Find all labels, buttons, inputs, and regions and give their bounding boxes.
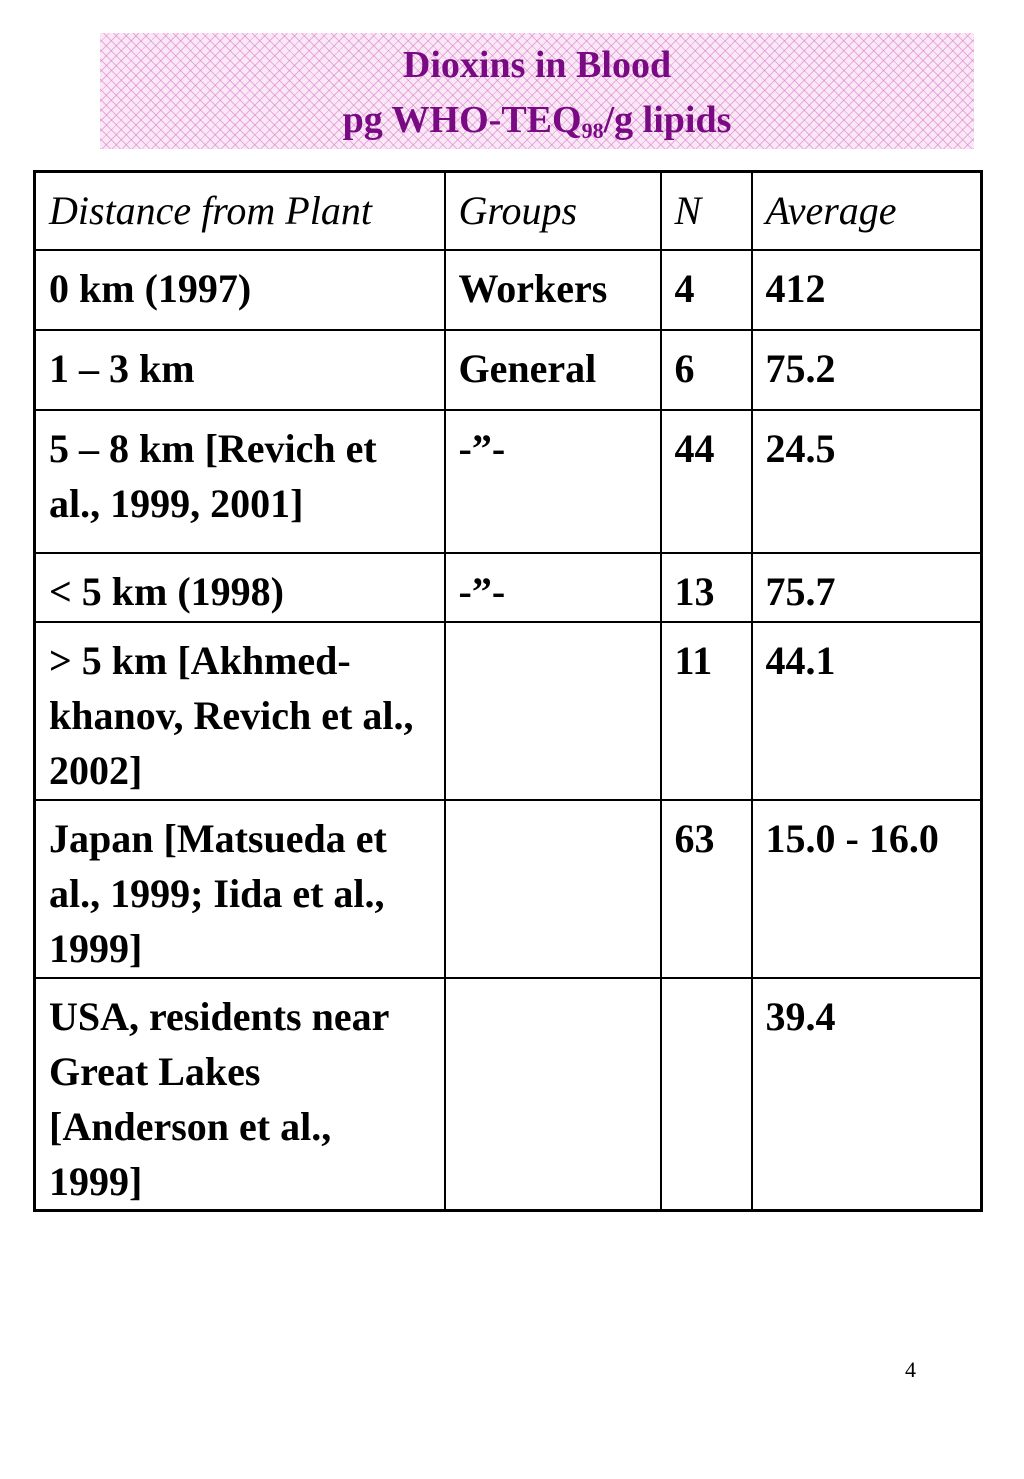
cell-n: 11 bbox=[661, 622, 752, 800]
title-unit-suffix: /g lipids bbox=[603, 99, 732, 141]
table-header-row bbox=[35, 172, 982, 251]
cell-group bbox=[445, 622, 661, 800]
table-row bbox=[35, 553, 982, 622]
header-distance: Distance from Plant bbox=[35, 172, 445, 251]
cell-average: 24.5 bbox=[752, 410, 982, 553]
cell-distance: Japan [Matsueda et al., 1999; Iida et al., 1999] bbox=[35, 800, 445, 978]
cell-average: 75.2 bbox=[752, 330, 982, 410]
cell-average: 39.4 bbox=[752, 978, 982, 1211]
cell-n: 13 bbox=[661, 553, 752, 622]
cell-group: -”- bbox=[445, 553, 661, 622]
cell-n: 44 bbox=[661, 410, 752, 553]
title-line-1: Dioxins in Blood bbox=[402, 44, 672, 86]
table-row bbox=[35, 250, 982, 330]
cell-group: -”- bbox=[445, 410, 661, 553]
cell-distance: 5 – 8 km [Revich et al., 1999, 2001] bbox=[35, 410, 445, 553]
cell-n: 4 bbox=[661, 250, 752, 330]
table-row bbox=[35, 330, 982, 410]
table-row bbox=[35, 978, 982, 1211]
cell-distance: > 5 km [Akhmed-khanov, Revich et al., 2002] bbox=[35, 622, 445, 800]
cell-n: 63 bbox=[661, 800, 752, 978]
cell-n: 6 bbox=[661, 330, 752, 410]
title-unit-prefix: pg WHO-TEQ bbox=[342, 99, 582, 141]
slide-number: 4 bbox=[905, 1357, 916, 1382]
cell-average: 412 bbox=[752, 250, 982, 330]
table-row bbox=[35, 800, 982, 978]
cell-group: General bbox=[445, 330, 661, 410]
slide-title-box bbox=[100, 33, 974, 149]
dioxin-data-table bbox=[33, 170, 983, 1212]
cell-distance: 0 km (1997) bbox=[35, 250, 445, 330]
cell-group bbox=[445, 800, 661, 978]
header-average: Average bbox=[752, 172, 982, 251]
cell-average: 15.0 - 16.0 bbox=[752, 800, 982, 978]
cell-group: Workers bbox=[445, 250, 661, 330]
header-n: N bbox=[661, 172, 752, 251]
cell-group bbox=[445, 978, 661, 1211]
cell-average: 44.1 bbox=[752, 622, 982, 800]
cell-distance: USA, residents near Great Lakes [Anderson et al., 1999] bbox=[35, 978, 445, 1211]
cell-distance: 1 – 3 km bbox=[35, 330, 445, 410]
cell-distance: < 5 km (1998) bbox=[35, 553, 445, 622]
cell-n bbox=[661, 978, 752, 1211]
cell-average: 75.7 bbox=[752, 553, 982, 622]
title-line-2 bbox=[100, 99, 974, 143]
table-row bbox=[35, 410, 982, 553]
header-groups: Groups bbox=[445, 172, 661, 251]
table-row bbox=[35, 622, 982, 800]
title-unit-subscript: 98 bbox=[581, 118, 604, 143]
